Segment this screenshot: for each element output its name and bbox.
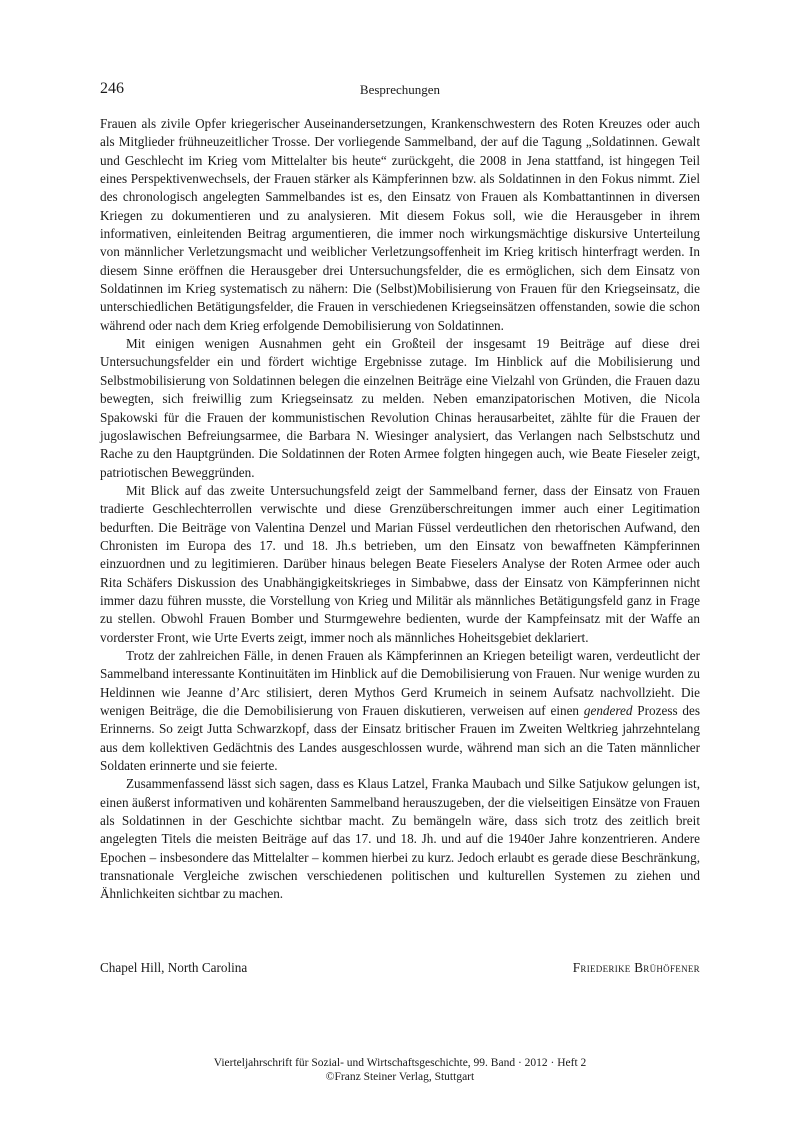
- running-head: Besprechungen: [359, 82, 441, 97]
- paragraph: Mit Blick auf das zweite Untersuchungsfeld zeigt der Sammelband ferner, dass der Einsatz von Frauen tradierte Geschlechterrollen verwischte und diese Grenzüberschreitungen immer auch einer Legitimation bedurften. Die Beiträge von Valentina Denzel und Marian Füssel verdeutlichen den rhetorischen Aufwand, den Chronisten im Europa des 17. und 18. Jh.s betrieben, um den Einsatz von bewaffneten Kämpferinnen einzuordnen und zu legitimieren. Darüber hinaus belegen Beate Fieselers Analyse der Roten Armee oder auch Rita Schäfers Diskussion des Unabhängigkeitskrieges in Simbabwe, dass der Einsatz von Kämpferinnen nicht immer dazu führen musste, die Vorstellung von Krieg und Militär als männliches Betätigungsfeld ganz in Frage zu stellen. Obwohl Frauen Bomber und Sturmgewehre bedienten, wurde der Kampfeinsatz mit der Waffe an vorderster Front, wie Urte Everts zeigt, immer noch als männliches Hoheitsgebiet deklariert.: [100, 482, 700, 645]
- paragraph: Trotz der zahlreichen Fälle, in denen Frauen als Kämpferinnen an Kriegen beteiligt waren, verdeutlicht der Sammelband interessante Kontinuitäten im Hinblick auf die Demobilisierung von Frauen. Nur wenige wurden zu Heldinnen wie Jeanne d’Arc stilisiert, deren Mythos Gerd Krumeich in seinem Aufsatz nachvollzieht. Die wenigen Beiträge, die die Demobilisierung von Frauen diskutieren, verweisen auf einen gendered Prozess des Erinnerns. So zeigt Jutta Schwarzkopf, dass der Einsatz britischer Frauen im Zweiten Weltkrieg jahrzehntelang aus dem kollektiven Gedächtnis des Landes ausgeschlossen wurde, während man sich an die Taten männlicher Soldaten erinnerte und sie feierte.: [100, 647, 700, 774]
- page-header: [100, 80, 700, 100]
- review-signature: [100, 960, 700, 980]
- body-text: [100, 115, 700, 904]
- signature-place: Chapel Hill, North Carolina: [100, 960, 248, 975]
- page-number: 246: [100, 80, 124, 97]
- paragraph: Frauen als zivile Opfer kriegerischer Auseinandersetzungen, Krankenschwestern des Roten Kreuzes oder auch als Mitglieder frühneuzeitlicher Trosse. Der vorliegende Sammelband, der auf die Tagung „Soldatinnen. Gewalt und Geschlecht im Krieg vom Mittelalter bis heute“ zurückgeht, die 2008 in Jena stattfand, ist hingegen Teil eines Perspektivenwechsels, der Frauen stärker als Kämpferinnen bzw. als Soldatinnen in den Fokus nimmt. Ziel des chronologisch angelegten Sammelbandes ist es, den Einsatz von Frauen als Kombattantinnen in diversen Kriegen zu dokumentieren und zu analysieren. Mit diesem Fokus soll, wie die Herausgeber in ihrem informativen, einleitenden Beitrag argumentieren, die immer noch wirkungsmächtige diskursive Unterteilung von männlicher Verletzungsmacht und weiblicher Verletzungsoffenheit im Krieg kritisch hinterfragt werden. In diesem Sinne eröffnen die Herausgeber drei Untersuchungsfelder, die es ermöglichen, sich dem Einsatz von Soldatinnen im Krieg systematisch zu nähern: Die (Selbst)Mobilisierung von Frauen für den Kriegseinsatz, die unterschiedlichen Betätigungsfelder, die Frauen in verschiedenen Kriegseinsätzen offenstanden, sowie die schon während oder nach dem Krieg erfolgende Demobilisierung von Soldatinnen.: [100, 116, 700, 333]
- page-footer: [100, 1056, 700, 1084]
- signature-author: Friederike Brühöfener: [572, 960, 700, 975]
- publisher-copyright: ©Franz Steiner Verlag, Stuttgart: [325, 1071, 475, 1083]
- paragraph: Mit einigen wenigen Ausnahmen geht ein Großteil der insgesamt 19 Beiträge auf diese drei Untersuchungsfelder ein und fördert wichtige Ergebnisse zutage. Im Hinblick auf die Mobilisierung und Selbstmobilisierung von Soldatinnen belegen die einzelnen Beiträge eine Vielzahl von Gründen, die Frauen dazu bewegten, sich freiwillig zum Kriegseinsatz zu melden. Neben emanzipatorischen Motiven, die Nicola Spakowski für die Frauen der kommunistischen Revolution Chinas herausarbeitet, zählte für die Frauen der jugoslawischen Befreiungsarmee, die Barbara N. Wiesinger analysiert, das Verlangen nach Selbstschutz und Rache zu den Hauptgründen. Die Soldatinnen der Roten Armee folgten hingegen auch, wie Beate Fieseler zeigt, patriotischen Beweggründen.: [100, 336, 700, 480]
- paragraph: Zusammenfassend lässt sich sagen, dass es Klaus Latzel, Franka Maubach und Silke Satjukow gelungen ist, einen äußerst informativen und kohärenten Sammelband herauszugeben, der die vielseitigen Einsätze von Frauen als Soldatinnen in der Geschichte sichtbar macht. Zu bemängeln wäre, dass sich trotz des zeitlich breit angelegten Titels die meisten Beiträge auf das 17. und 18. Jh. und auf die 1940er Jahre konzentrieren. Andere Epochen – insbesondere das Mittelalter – kommen hierbei zu kurz. Jedoch erlaubt es gerade diese Beschränkung, transnationale Vergleiche zwischen verschiedenen politischen und kulturellen Systemen zu ziehen und Ähnlichkeiten sichtbar zu machen.: [100, 776, 700, 902]
- journal-citation: Vierteljahrschrift für Sozial- und Wirtschaftsgeschichte, 99. Band · 2012 · Heft 2: [213, 1057, 587, 1069]
